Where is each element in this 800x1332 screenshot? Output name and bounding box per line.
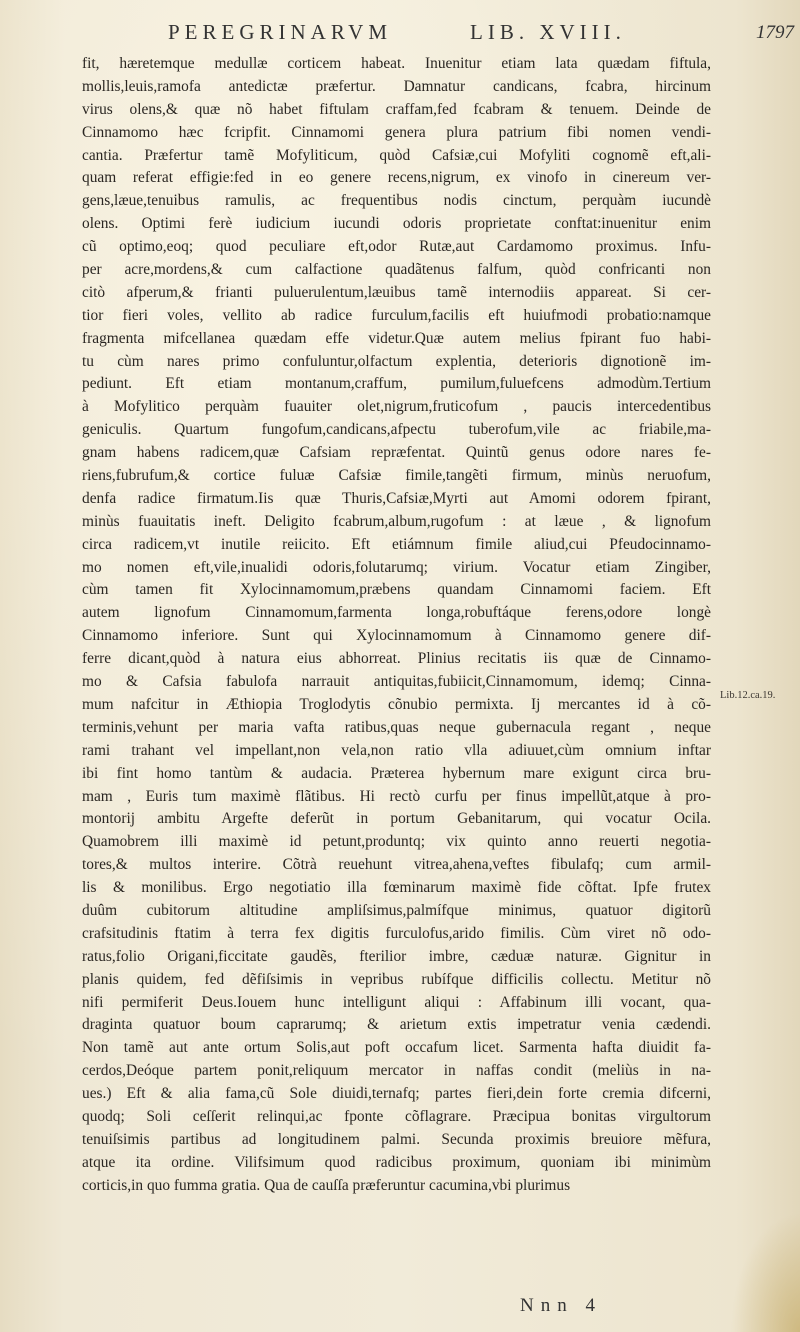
text-line: corticis,in quo fumma gratia. Qua de cauſſa præferuntur cacumina,vbi plurimus (82, 1176, 571, 1194)
text-line: mum nafcitur in Æthiopia Troglodytis cõnubio permixta. Ij mercantes id à cõ- (82, 695, 711, 713)
text-line: planis quidem, fed dẽfiſsimis in vepribus rubífque difficilis collectu. Metitur nõ (82, 970, 711, 988)
text-line: mam , Euris tum maximè flãtibus. Hi rectò curfu per finus impellũt,atque à pro- (82, 787, 711, 805)
text-line: pediunt. Eft etiam montanum,craffum, pumilum,fuluefcens admodùm.Tertium (82, 375, 711, 393)
text-line: tior fieri voles, vellito ab radice furculum,facilis eft huiufmodi probatio:namque (82, 306, 711, 324)
text-line: duûm cubitorum altitudine ampliſsimus,palmífque minimus, quatuor digitorũ (82, 901, 711, 919)
page-number: 1797 (756, 22, 794, 43)
text-line: olens. Optimi ferè iudicium iucundi odoris proprietate conftat:inuenitur enim (82, 215, 711, 233)
running-head (168, 20, 688, 50)
text-line: atque ita ordine. Vilifsimum quod radicibus proximum, quoniam ibi minimùm (82, 1153, 711, 1171)
text-line: cantia. Præfertur tamẽ Mofyliticum, quòd Cafsiæ,cui Mofyliti cognomẽ eft,ali- (82, 146, 711, 164)
text-line: per acre,mordens,& cum calfactione quadãtenus falfum, quòd confricanti non (82, 261, 711, 279)
text-line: citò afperum,& frianti puluerulentum,læuibus tamẽ internodiis appareat. Si cer- (82, 283, 711, 301)
text-line: cerdos,Deóque partem ponit,reliquum mercator in naffas condit (meliùs in na- (82, 1062, 711, 1080)
text-line: geniculis. Quartum fungofum,candicans,afpectu tuberofum,vile ac friabile,ma- (82, 421, 711, 439)
text-line: ferre dicant,quòd à natura eius abhorreat. Plinius recitatis iis quæ de Cinnamo- (82, 650, 711, 668)
text-line: gnam habens radicem,quæ Cafsiam repræfentat. Quintũ genus odore nares fe- (82, 444, 711, 462)
text-line: mo & Cafsia fabulofa narrauit antiquitas,fubiicit,Cinnamomum, idemq; Cinna- (82, 673, 711, 691)
text-line: fragmenta mifcellanea quædam effe videtur.Quæ autem melius fpirant fuo habi- (82, 329, 711, 347)
text-line: denfa radice firmatum.Iis quæ Thuris,Cafsiæ,Myrti aut Amomi odorem fpirant, (82, 489, 711, 507)
page-stain (730, 1212, 800, 1332)
text-line: Quamobrem illi maximè id petunt,produntq; vix quinto anno reuerti negotia- (82, 833, 711, 851)
text-line: Non tamẽ aut ante ortum Solis,aut poft occafum licet. Sarmenta hafta diuidit fa- (82, 1039, 711, 1057)
text-line: terminis,vehunt per maria vafta ratibus,quas neque gubernacula regant , neque (82, 718, 711, 736)
text-line: nifi permiferit Deus.Iouem hunc intelligunt aliqui : Affabinum illi vocant, qua- (82, 993, 711, 1011)
text-line: cũ optimo,eoq; quod peculiare eft,odor Rutæ,aut Cardamomo proximus. Infu- (82, 238, 711, 256)
text-line: mollis,leuis,ramofa antedictæ præfertur. Damnatur candicans, fcabra, hircinum (82, 77, 711, 95)
text-line: ratus,folio Origani,ficcitate gaudẽs, fterilior imbre, cæduæ naturæ. Gignitur in (82, 947, 711, 965)
text-line: draginta quatuor boum caprarumq; & arietum extis impetratur venia cædendi. (82, 1016, 711, 1034)
text-line: gens,læue,tenuibus ramulis, ac frequentibus nodis cinctum, perquàm iucundè (82, 192, 711, 210)
text-line: autem lignofum Cinnamomum,farmenta longa,robuftáque ferens,odore longè (82, 604, 711, 622)
body-text (82, 53, 711, 1198)
text-line: à Mofylitico perquàm fuauiter olet,nigrum,fruticofum , paucis intercedentibus (82, 398, 711, 416)
text-line: tores,& multos interire. Cõtrà reuehunt vitrea,ahena,veftes fibulafq; cum armil- (82, 856, 711, 874)
text-line: riens,fubrufum,& cortice fuluæ Cafsiæ fimile,tangẽti firmum, minùs neruofum, (82, 467, 711, 485)
text-line: quodq; Soli ceſſerit relinqui,ac fponte cõflagrare. Præcipua bonitas virgultorum (82, 1107, 711, 1125)
text-line: tenuiſsimis partibus ad longitudinem palmi. Secunda proximis breuiore mẽfura, (82, 1130, 711, 1148)
text-line: fit, hæretemque medullæ corticem habeat. Inuenitur etiam lata quædam fiftula, (82, 55, 711, 72)
text-line: montorij ambitu Argefte deferũt in portum Gebanitarum, qui vocatur Ocila. (82, 810, 711, 828)
text-line: lis & monilibus. Ergo negotiatio illa fœminarum maximè fide cõftat. Ipfe frutex (82, 879, 711, 897)
text-line: ues.) Eft & alia fama,cũ Sole diuidi,ternafq; partes fieri,dein forte cremia difcerni, (82, 1085, 711, 1103)
text-line: circa radicem,vt inutile reiicito. Eft etiámnum fimile aliud,cui Pfeudocinnamo- (82, 535, 711, 553)
margin-note: Lib.12.ca.19. (720, 690, 776, 701)
text-line: quam referat effigie:fed in eo genere recens,nigrum, ex vinofo in cinereum ver- (82, 169, 711, 187)
text-line: Cinnamomo hæc fcripfit. Cinnamomi genera plura patrium fibi nomen vendi- (82, 123, 711, 141)
running-head-title: PEREGRINARVM (168, 20, 393, 44)
text-line: cùm tamen fit Xylocinnamomum,præbens quandam Cinnamomi faciem. Eft (82, 581, 711, 599)
text-line: minùs fuauitatis ineft. Deligito fcabrum,album,rugofum : at læue , & lignofum (82, 512, 711, 530)
text-line: Cinnamomo inferiore. Sunt qui Xylocinnamomum à Cinnamomo genere dif- (82, 627, 711, 645)
text-line: rami trahant vel impellant,non vela,non ratio vlla adiuuet,cùm omnium inftar (82, 741, 711, 759)
signature-mark: Nnn 4 (520, 1295, 602, 1316)
text-line: tu cùm nares primo confuluntur,olfactum explentia, deterioris dignotionẽ im- (82, 352, 711, 370)
text-line: crafsitudinis ftatim à terra fex digitis furculofus,arido fimilis. Cùm viret nõ odo- (82, 924, 711, 942)
text-line: virus olens,& quæ nõ habet fiftulam craffam,fed fcabram & tenuem. Deinde de (82, 100, 711, 118)
text-line: ibi fint homo tantùm & audacia. Præterea hybernum mare exigunt circa bru- (82, 764, 711, 782)
running-head-book: LIB. XVIII. (470, 20, 626, 44)
text-line: mo nomen eft,vile,inualidi odoris,folutarumq; virium. Vocatur etiam Zingiber, (82, 558, 711, 576)
